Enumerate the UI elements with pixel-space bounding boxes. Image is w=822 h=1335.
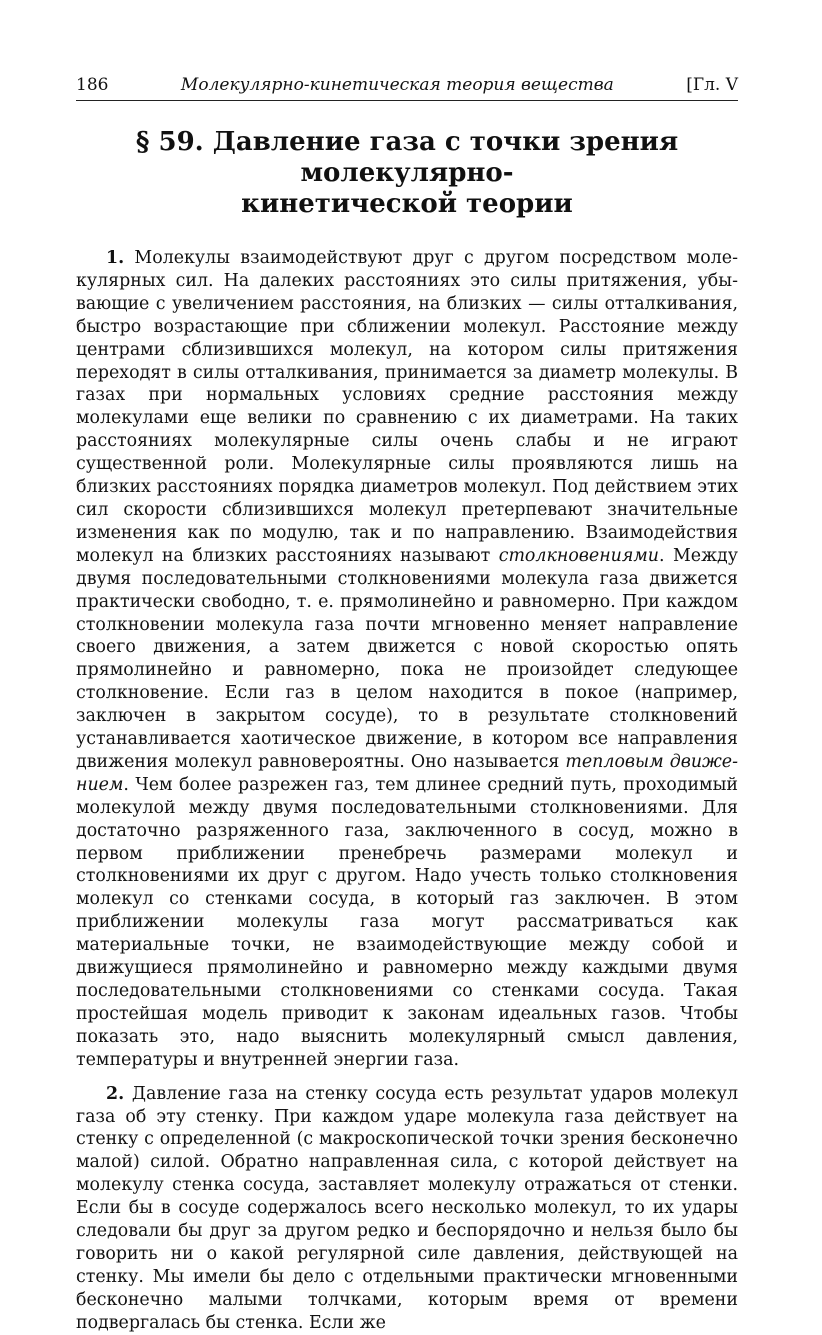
section-title-line-2: кинетической теории [241, 189, 573, 219]
paragraph-2-number: 2. [106, 1083, 125, 1104]
paragraph-2-text: Давление газа на стенку сосуда есть результат ударов молекул газа об эту стенку. При каждом ударе молекула газа действует на стенку с определенной (с макроскопической точки зрения бесконечно малой) силой. Обратно направленная сила, с которой действует на молекулу стенка сосуда, заставляет молекулу отражаться от стенки. Если бы в сосуде содержалось всего несколько молекул, то их удары следовали бы друг за другом редко и беспорядочно и нельзя было бы говорить ни о какой регулярной силе давления, действующей на стенку. Мы имели бы дело с отдельными практически мгновенными бесконечно малыми толчками, которым время от времени подвергалась бы стенка. Если же [76, 1083, 738, 1333]
term-collisions: столкновениями [498, 545, 659, 566]
running-header [76, 74, 738, 101]
paragraph-1-number: 1. [106, 248, 125, 268]
paragraph-2 [76, 1083, 738, 1335]
section-title [76, 127, 738, 220]
book-page [76, 74, 738, 1335]
paragraph-1 [76, 247, 738, 1072]
paragraph-1-text-c: . Чем более разрежен газ, тем длинее средний путь, проходимый молекулой между двумя последовательными столкновениями. Для достаточно разряженного газа, заключенного в сосуд, можно в первом приближении пренебречь размерами молекул и столкновениями их друг с другом. Надо учесть только столкновения молекул со стенками сосуда, в который газ заключен. В этом приближении молекулы газа могут рассматриваться как материальные точки, не взаимодействующие между собой и движущиеся прямолинейно и равномерно между каждыми двумя последовательными столкновениями со стенками сосуда. Такая простейшая модель приводит к законам идеальных газов. Чтобы показать это, надо выяснить молекулярный смысл давления, температуры и внутренней энергии газа. [76, 774, 738, 1070]
paragraph-1-text-b: . Между двумя последовательными столкновениями молекула газа движется практически свободно, т. е. прямолинейно и равномерно. При каждом столкновении молекула газа почти мгновенно меняет направление своего движения, а затем движется с новой скоростью опять прямолинейно и равномерно, пока не произойдет следующее столкновение. Если газ в целом находится в покое (например, заключен в закрытом сосуде), то в результате столкновений устанавливается хаотическое движение, в котором все направления движения молекул равновероятны. Оно называется [76, 545, 739, 772]
section-title-line-1: § 59. Давление газа с точки зрения молекулярно- [135, 127, 679, 188]
paragraph-1-text-a: Молекулы взаимодействуют друг с другом посредством молекулярных сил. На далеких расстояниях это силы притяжения, убывающие с увеличением расстояния, на близких — силы отталкивания, быстро возрастающие при сближении молекул. Расстояние между центрами сблизившихся молекул, на котором силы притяжения переходят в силы отталкивания, принимается за диаметр молекулы. В газах при нормальных условиях средние расстояния между молекулами еще велики по сравнению с их диаметрами. На таких расстояниях молекулярные силы очень слабы и не играют существенной роли. Молекулярные силы проявляются лишь на близких расстояниях порядка диаметров молекул. Под действием этих сил скорости сблизившихся молекул претерпевают значительные изменения как по модулю, так и по направлению. Взаимодействия молекул на близких расстояниях называют [76, 248, 738, 566]
term-thermal-motion: тепловым движением [76, 751, 738, 795]
chapter-label: [Гл. V [686, 75, 738, 95]
page-number: 186 [76, 75, 109, 95]
running-title: Молекулярно-кинетическая теория вещества [180, 75, 614, 95]
